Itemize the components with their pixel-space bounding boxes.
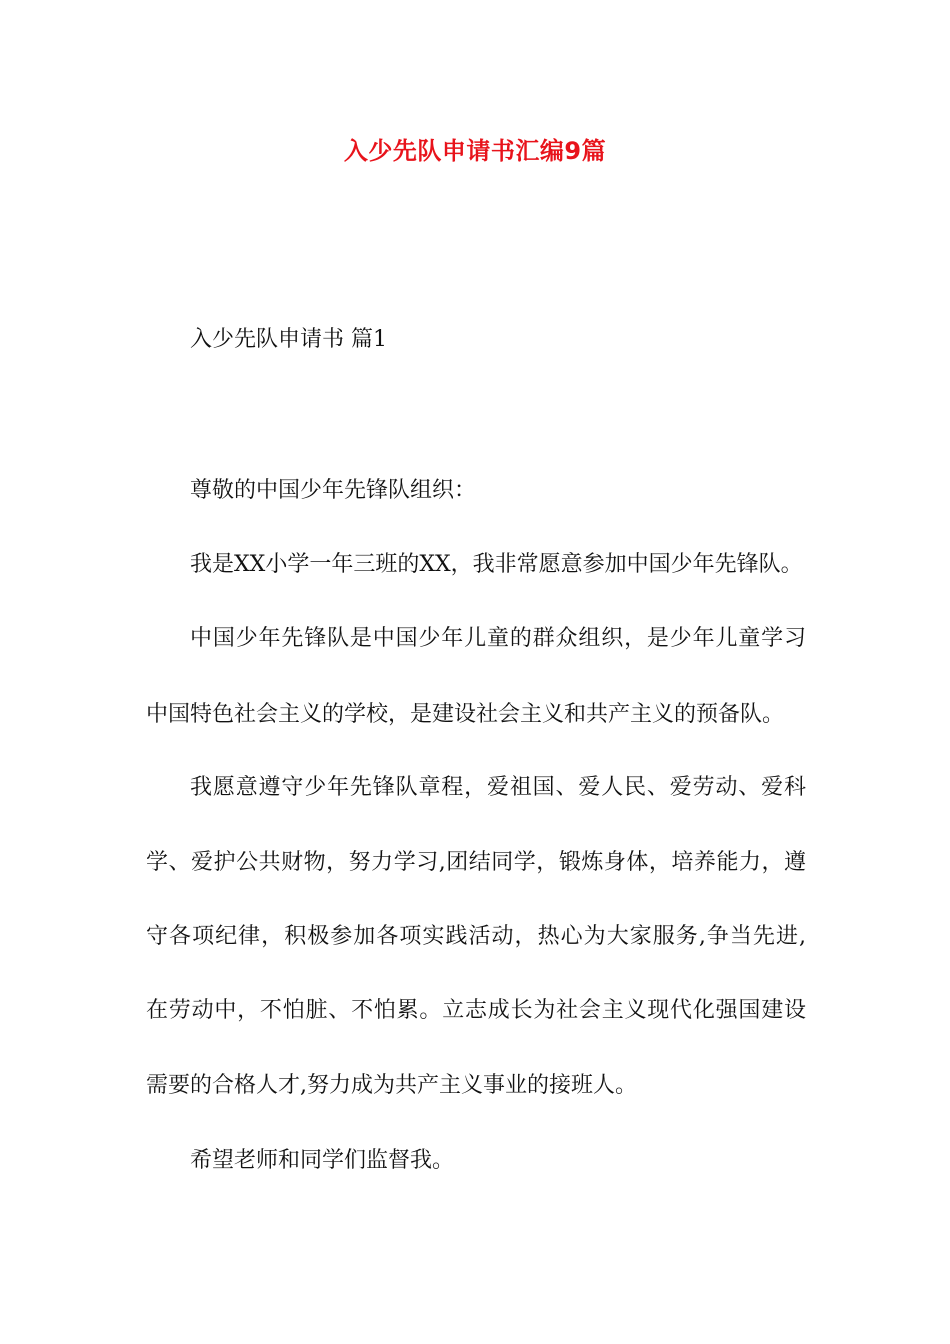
document-title: 入少先队申请书汇编9篇 [343,137,607,165]
paragraph-line: 中国少年先锋队是中国少年儿童的群众组织，是少年儿童学习 [190,626,806,651]
salutation: 尊敬的中国少年先锋队组织： [190,478,477,503]
closing-line: 希望老师和同学们监督我。 [190,1148,455,1173]
paragraph-line: 我愿意遵守少年先锋队章程，爱祖国、爱人民、爱劳动、爱科 [190,775,806,800]
section-heading: 入少先队申请书 篇1 [190,327,387,352]
paragraph-line: 需要的合格人才,努力成为共产主义事业的接班人。 [146,1073,637,1098]
paragraph-line: 学、爱护公共财物，努力学习,团结同学，锻炼身体，培养能力，遵 [146,850,806,875]
paragraph-line: 在劳动中，不怕脏、不怕累。立志成长为社会主义现代化强国建设 [146,998,806,1023]
paragraph-line: 中国特色社会主义的学校，是建设社会主义和共产主义的预备队。 [146,702,785,727]
paragraph-line: 我是XX小学一年三班的XX，我非常愿意参加中国少年先锋队。 [190,552,803,577]
paragraph-line: 守各项纪律，积极参加各项实践活动，热心为大家服务,争当先进, [146,924,806,949]
